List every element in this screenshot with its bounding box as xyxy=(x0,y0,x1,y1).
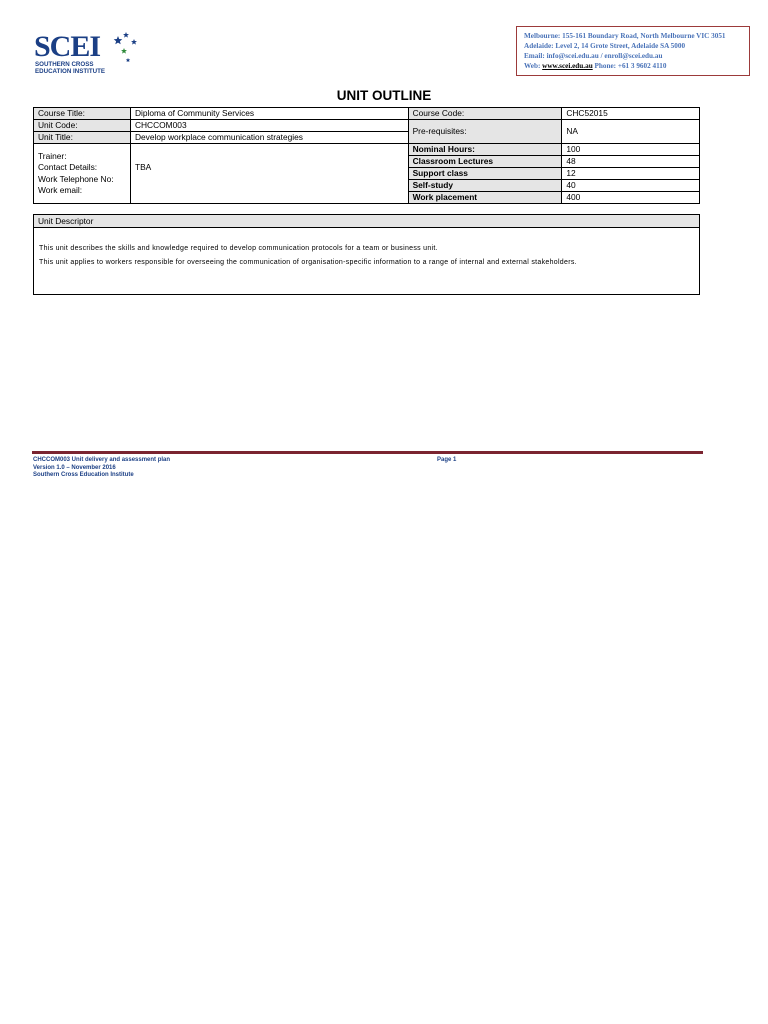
scei-logo xyxy=(34,30,144,75)
unit-descriptor-heading: Unit Descriptor xyxy=(34,215,699,228)
hours-label: Classroom Lectures xyxy=(408,156,562,168)
address-adelaide: Adelaide: Level 2, 14 Grote Street, Adelaide SA 5000 xyxy=(524,42,686,50)
hours-label: Self-study xyxy=(408,180,562,192)
contact-address-box xyxy=(516,26,750,76)
course-code-value: CHC52015 xyxy=(562,108,700,120)
logo-wordmark: SCEI xyxy=(34,30,101,63)
unit-title-label: Unit Title: xyxy=(34,132,131,144)
prereq-value: NA xyxy=(562,120,700,144)
hours-label: Work placement xyxy=(408,192,562,204)
hours-value: 12 xyxy=(562,168,700,180)
hours-label: Nominal Hours: xyxy=(408,144,562,156)
hours-value: 400 xyxy=(562,192,700,204)
descriptor-paragraph: This unit applies to workers responsible for overseeing the communication of organisation-specific information to a range of internal and external stakeholders. xyxy=(39,258,577,266)
address-email: Email: info@scei.edu.au / enroll@scei.edu.au xyxy=(524,52,663,60)
course-title-value: Diploma of Community Services xyxy=(130,108,408,120)
hours-value: 48 xyxy=(562,156,700,168)
course-code-label: Course Code: xyxy=(408,108,562,120)
table-row xyxy=(34,108,700,120)
email-enroll-link[interactable]: enroll@scei.edu.au xyxy=(604,52,663,60)
unit-descriptor-box xyxy=(33,214,700,295)
footer-divider xyxy=(32,451,703,454)
table-row xyxy=(34,120,700,132)
logo-subtitle: SOUTHERN CROSS EDUCATION INSTITUTE xyxy=(35,61,106,75)
unit-title-value: Develop workplace communication strategies xyxy=(130,132,408,144)
trainer-labels: Trainer: Contact Details: Work Telephone No: Work email: xyxy=(34,144,131,204)
hours-label: Support class xyxy=(408,168,562,180)
unit-code-value: CHCCOM003 xyxy=(130,120,408,132)
unit-details-table xyxy=(33,107,700,204)
website-link[interactable]: www.scei.edu.au xyxy=(542,62,593,70)
email-info-link[interactable]: info@scei.edu.au xyxy=(546,52,599,60)
footer-info: CHCCOM003 Unit delivery and assessment plan Version 1.0 – November 2016 Southern Cross Education Institute xyxy=(33,457,171,478)
page-title: UNIT OUTLINE xyxy=(336,88,432,103)
southern-cross-stars-icon xyxy=(110,30,150,64)
address-melbourne: Melbourne: 155-161 Boundary Road, North Melbourne VIC 3051 xyxy=(524,32,726,40)
page-number: Page 1 xyxy=(437,457,457,463)
unit-code-label: Unit Code: xyxy=(34,120,131,132)
course-title-label: Course Title: xyxy=(34,108,131,120)
table-row xyxy=(34,144,700,156)
unit-descriptor-body xyxy=(34,228,699,267)
descriptor-paragraph: This unit describes the skills and knowledge required to develop communication protocols for a team or business unit. xyxy=(39,245,438,252)
address-web: Web: www.scei.edu.au Phone: +61 3 9602 4110 xyxy=(524,62,667,70)
hours-value: 100 xyxy=(562,144,700,156)
trainer-value: TBA xyxy=(130,144,408,204)
prereq-label: Pre-requisites: xyxy=(408,120,562,144)
hours-value: 40 xyxy=(562,180,700,192)
